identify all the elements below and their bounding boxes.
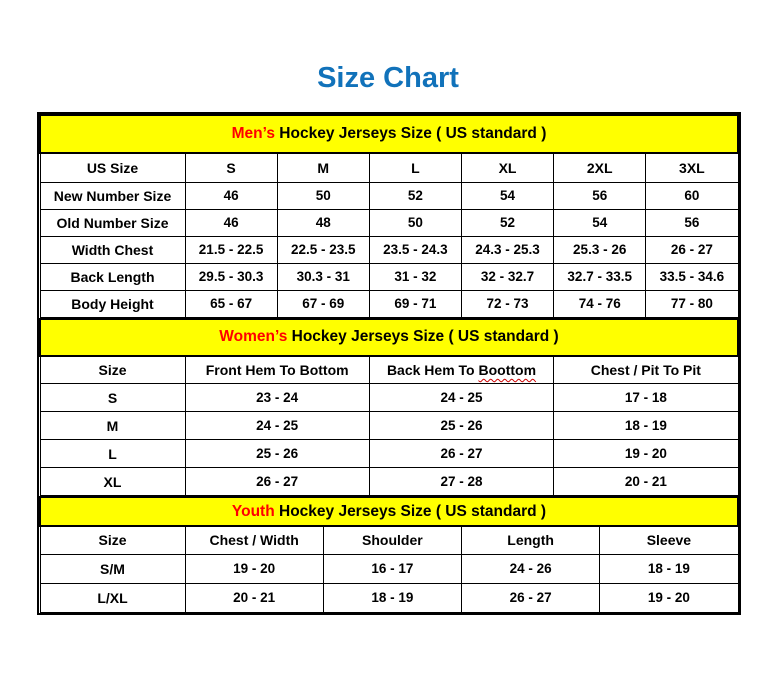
mens-col-header: S	[185, 153, 277, 182]
mens-cell: 52	[369, 182, 461, 209]
mens-column-header-row	[40, 153, 738, 182]
youth-col-header: Length	[462, 526, 600, 554]
mens-cell: 46	[185, 182, 277, 209]
mens-cell: 46	[185, 209, 277, 236]
womens-row-label: M	[40, 412, 185, 440]
mens-cell: 30.3 - 31	[277, 263, 369, 290]
mens-cell: 24.3 - 25.3	[461, 236, 553, 263]
mens-row-label: Body Height	[40, 290, 185, 317]
mens-cell: 56	[554, 182, 646, 209]
womens-section-title-accent: Women’s	[219, 328, 288, 345]
womens-cell: 17 - 18	[554, 384, 738, 412]
mens-cell: 65 - 67	[185, 290, 277, 317]
mens-cell: 33.5 - 34.6	[646, 263, 738, 290]
back-hem-misspelled-word: Boottom	[478, 361, 537, 378]
youth-col-header: Shoulder	[323, 526, 461, 554]
youth-row-label: L/XL	[40, 583, 185, 612]
mens-cell: 60	[646, 182, 738, 209]
mens-col-header: 3XL	[646, 153, 738, 182]
mens-cell: 77 - 80	[646, 290, 738, 317]
youth-section-band	[40, 497, 738, 526]
mens-row-label: New Number Size	[40, 182, 185, 209]
youth-section-title-rest: Hockey Jerseys Size ( US standard )	[274, 502, 547, 520]
mens-size-table	[39, 114, 739, 318]
womens-section-band	[40, 319, 738, 356]
youth-cell: 18 - 19	[600, 554, 738, 583]
mens-row-label: Width Chest	[40, 236, 185, 263]
mens-cell: 21.5 - 22.5	[185, 236, 277, 263]
mens-cell: 56	[646, 209, 738, 236]
mens-cell: 54	[554, 209, 646, 236]
womens-row-label: XL	[40, 468, 185, 496]
womens-cell: 25 - 26	[369, 412, 553, 440]
womens-col-header: Chest / Pit To Pit	[554, 356, 738, 384]
womens-cell: 19 - 20	[554, 440, 738, 468]
table-row	[40, 263, 738, 290]
mens-col-header: US Size	[40, 153, 185, 182]
womens-cell: 20 - 21	[554, 468, 738, 496]
mens-section-band	[40, 115, 738, 153]
mens-cell: 52	[461, 209, 553, 236]
mens-cell: 26 - 27	[646, 236, 738, 263]
mens-cell: 74 - 76	[554, 290, 646, 317]
womens-row-label: S	[40, 384, 185, 412]
youth-cell: 19 - 20	[185, 554, 323, 583]
womens-cell: 25 - 26	[185, 440, 369, 468]
table-row	[40, 236, 738, 263]
size-chart-table-group	[37, 112, 741, 615]
youth-size-table	[39, 496, 739, 613]
youth-col-header: Size	[40, 526, 185, 554]
womens-cell: 26 - 27	[185, 468, 369, 496]
youth-cell: 18 - 19	[323, 583, 461, 612]
table-row	[40, 209, 738, 236]
womens-cell: 24 - 25	[185, 412, 369, 440]
youth-col-header: Chest / Width	[185, 526, 323, 554]
mens-cell: 32.7 - 33.5	[554, 263, 646, 290]
mens-section-title	[40, 115, 738, 153]
youth-cell: 20 - 21	[185, 583, 323, 612]
womens-cell: 23 - 24	[185, 384, 369, 412]
youth-column-header-row	[40, 526, 738, 554]
mens-cell: 29.5 - 30.3	[185, 263, 277, 290]
womens-section-title	[40, 319, 738, 356]
mens-cell: 69 - 71	[369, 290, 461, 317]
mens-cell: 48	[277, 209, 369, 236]
mens-cell: 25.3 - 26	[554, 236, 646, 263]
youth-section-title	[40, 497, 738, 526]
youth-row-label: S/M	[40, 554, 185, 583]
mens-cell: 50	[369, 209, 461, 236]
table-row	[40, 440, 738, 468]
mens-col-header: 2XL	[554, 153, 646, 182]
womens-col-header	[369, 356, 553, 384]
womens-cell: 24 - 25	[369, 384, 553, 412]
mens-col-header: L	[369, 153, 461, 182]
mens-cell: 54	[461, 182, 553, 209]
mens-row-label: Old Number Size	[40, 209, 185, 236]
womens-col-header: Size	[40, 356, 185, 384]
mens-col-header: XL	[461, 153, 553, 182]
mens-row-label: Back Length	[40, 263, 185, 290]
table-row	[40, 554, 738, 583]
womens-col-header: Front Hem To Bottom	[185, 356, 369, 384]
mens-cell: 50	[277, 182, 369, 209]
womens-cell: 26 - 27	[369, 440, 553, 468]
youth-section-title-accent: Youth	[231, 502, 275, 520]
mens-section-title-rest: Hockey Jerseys Size ( US standard )	[274, 125, 547, 142]
youth-col-header: Sleeve	[600, 526, 738, 554]
youth-cell: 26 - 27	[462, 583, 600, 612]
mens-cell: 23.5 - 24.3	[369, 236, 461, 263]
womens-row-label: L	[40, 440, 185, 468]
mens-section-title-accent: Men’s	[231, 125, 275, 142]
table-row	[40, 468, 738, 496]
mens-cell: 72 - 73	[461, 290, 553, 317]
table-row	[40, 384, 738, 412]
table-row	[40, 182, 738, 209]
youth-cell: 24 - 26	[462, 554, 600, 583]
womens-cell: 27 - 28	[369, 468, 553, 496]
youth-cell: 19 - 20	[600, 583, 738, 612]
table-row	[40, 290, 738, 317]
mens-cell: 32 - 32.7	[461, 263, 553, 290]
back-hem-label-prefix: Back Hem To	[386, 361, 479, 378]
mens-col-header: M	[277, 153, 369, 182]
mens-cell: 31 - 32	[369, 263, 461, 290]
youth-cell: 16 - 17	[323, 554, 461, 583]
table-row	[40, 583, 738, 612]
womens-cell: 18 - 19	[554, 412, 738, 440]
mens-cell: 67 - 69	[277, 290, 369, 317]
table-row	[40, 412, 738, 440]
mens-cell: 22.5 - 23.5	[277, 236, 369, 263]
page-title: Size Chart	[317, 62, 459, 94]
womens-size-table	[39, 318, 739, 497]
womens-column-header-row	[40, 356, 738, 384]
womens-section-title-rest: Hockey Jerseys Size ( US standard )	[287, 328, 559, 345]
